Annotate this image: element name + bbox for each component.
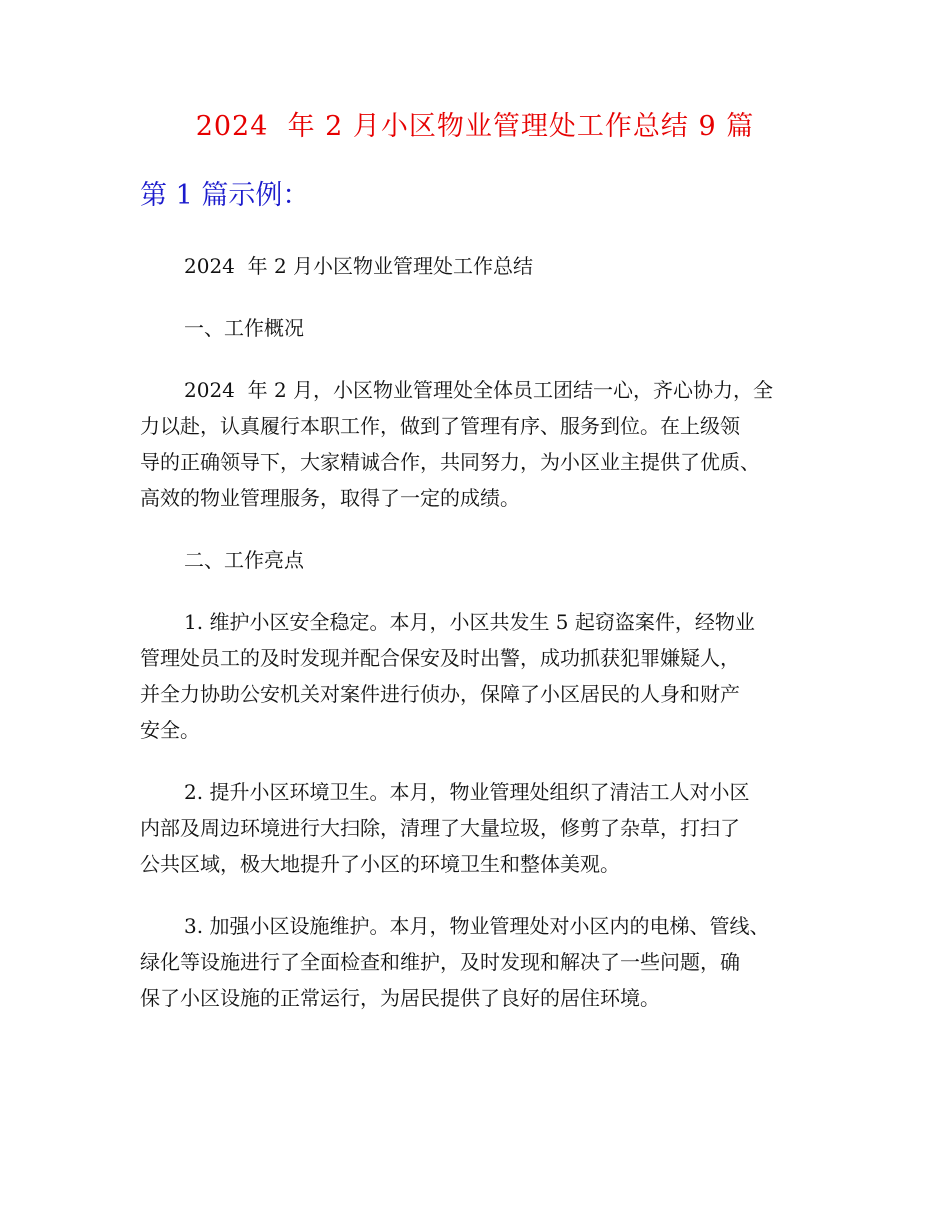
section-heading: 第 1 篇示例： (140, 180, 310, 211)
text-line: 一、工作概况 (184, 316, 304, 340)
text-line: 内部及周边环境进行大扫除，清理了大量垃圾，修剪了杂草，打扫了 (140, 816, 740, 840)
text-line: 管理处员工的及时发现并配合保安及时出警，成功抓获犯罪嫌疑人， (140, 646, 740, 670)
document-title: 2024 年 2 月小区物业管理处工作总结 9 篇 (195, 111, 755, 142)
text-line: 高效的物业管理服务，取得了一定的成绩。 (140, 486, 520, 510)
text-line: 导的正确领导下，大家精诚合作，共同努力，为小区业主提供了优质、 (140, 450, 760, 474)
text-line: 二、工作亮点 (184, 548, 304, 572)
paragraph-highlight-1 (140, 604, 830, 748)
text-line: 1. 维护小区安全稳定。本月，小区共发生 5 起窃盗案件，经物业 (184, 610, 755, 634)
text-line: 2024 年 2 月小区物业管理处工作总结 (184, 254, 534, 278)
text-line: 2. 提升小区环境卫生。本月，物业管理处组织了清洁工人对小区 (184, 780, 750, 804)
paragraph-overview (140, 372, 830, 516)
paragraph-report-title (140, 248, 830, 284)
heading-overview (140, 310, 830, 346)
text-line: 力以赴，认真履行本职工作，做到了管理有序、服务到位。在上级领 (140, 414, 740, 438)
text-line: 2024 年 2 月，小区物业管理处全体员工团结一心，齐心协力，全 (184, 378, 774, 402)
paragraph-highlight-2 (140, 774, 830, 882)
text-line: 保了小区设施的正常运行，为居民提供了良好的居住环境。 (140, 986, 660, 1010)
text-line: 并全力协助公安机关对案件进行侦办，保障了小区居民的人身和财产 (140, 682, 740, 706)
document-body (140, 248, 830, 1042)
text-line: 3. 加强小区设施维护。本月，物业管理处对小区内的电梯、管线、 (184, 914, 770, 938)
text-line: 公共区域，极大地提升了小区的环境卫生和整体美观。 (140, 852, 620, 876)
heading-highlights (140, 542, 830, 578)
text-line: 绿化等设施进行了全面检查和维护，及时发现和解决了一些问题，确 (140, 950, 740, 974)
text-line: 安全。 (140, 718, 200, 742)
paragraph-highlight-3 (140, 908, 830, 1016)
